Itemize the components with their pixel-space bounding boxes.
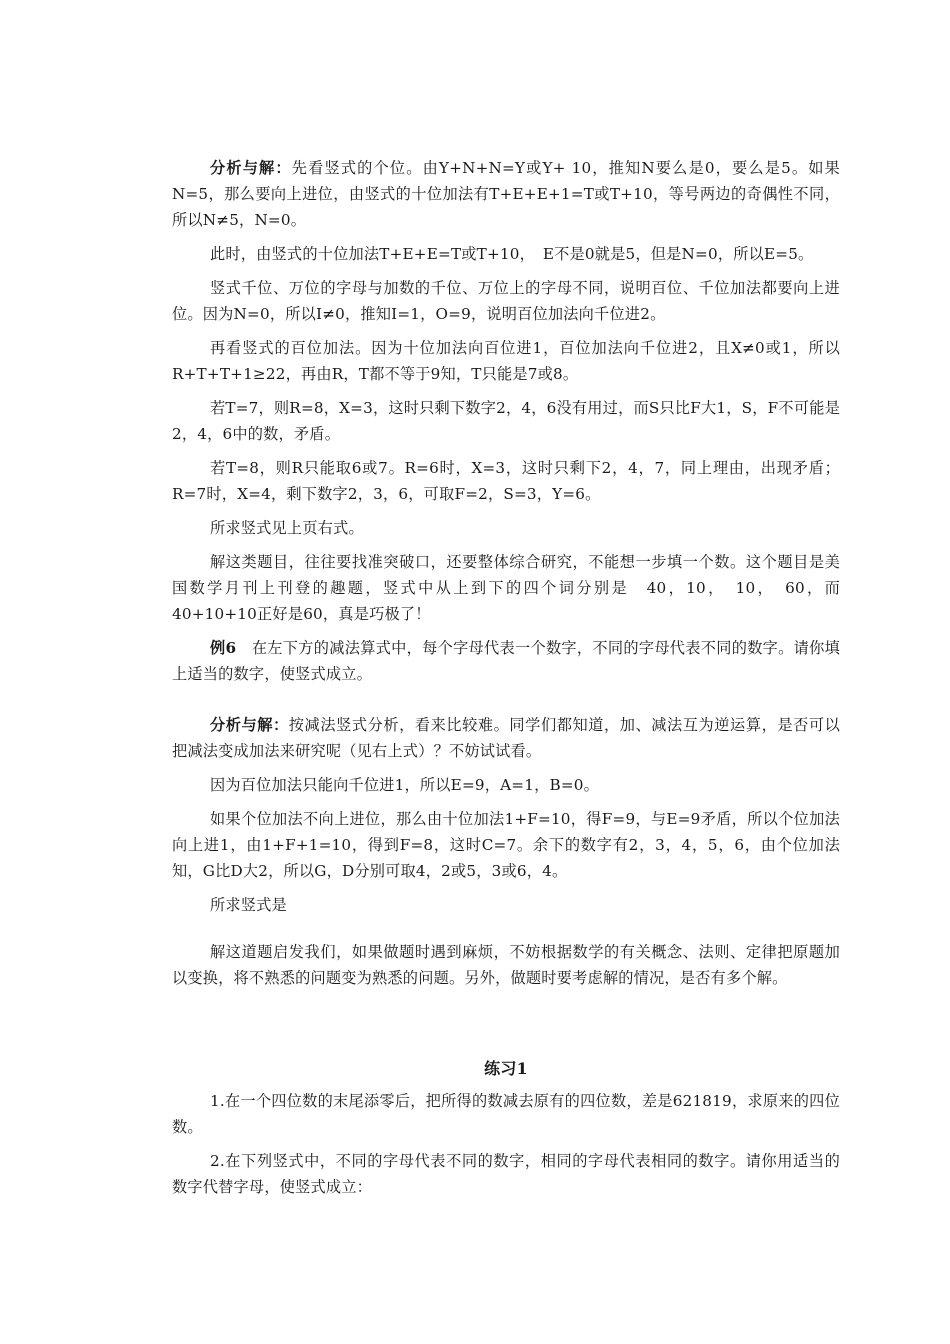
example-label: 例6	[210, 639, 252, 657]
paragraph-text: 如果个位加法不向上进位，那么由十位加法1+F=10，得F=9，与E=9矛盾，所以个位加法向上进1，由1+F+1=10，得到F=8，这时C=7。余下的数字有2，3，4，5，6，由个位加法知，G比D大2，所以G，D分别可取4，2或5，3或6，4。	[172, 810, 840, 880]
example-6-statement	[172, 635, 840, 687]
paragraph	[172, 155, 840, 233]
exercise-title: 练习1	[484, 1059, 528, 1078]
paragraph-text: 按减法竖式分析，看来比较难。同学们都知道，加、减法互为逆运算，是否可以把减法变成加法来研究呢（见右上式）？不妨试试看。	[172, 716, 841, 760]
paragraph	[172, 549, 840, 627]
exercise-section	[172, 1056, 840, 1200]
paragraph-text: 先看竖式的个位。由Y+N+N=Y或Y+ 10，推知N要么是0，要么是5。如果N=5，那么要向上进位，由竖式的十位加法有T+E+E+1=T或T+10，等号两边的奇偶性不同，所以N≠5，N=0。	[172, 159, 840, 229]
paragraph-lead: 分析与解：	[210, 159, 292, 177]
paragraph-text: 解这道题启发我们，如果做题时遇到麻烦，不妨根据数学的有关概念、法则、定律把原题加以变换，将不熟悉的问题变为熟悉的问题。另外，做题时要考虑解的情况，是否有多个解。	[172, 943, 840, 987]
paragraph	[172, 455, 840, 507]
paragraph	[172, 892, 840, 918]
paragraph-text: 若T=7，则R=8，X=3，这时只剩下数字2，4，6没有用过，而S只比F大1，S，F不可能是2，4，6中的数，矛盾。	[172, 399, 840, 443]
paragraph-text: 所求竖式是	[210, 896, 287, 914]
exercise-item: 1.在一个四位数的末尾添零后，把所得的数减去原有的四位数，差是621819，求原来的四位数。	[172, 1092, 840, 1136]
paragraph-text: 因为百位加法只能向千位进1，所以E=9，A=1，B=0。	[210, 776, 600, 794]
analysis-block-2	[172, 712, 840, 918]
paragraph	[172, 515, 840, 541]
paragraph-text: 若T=8，则R只能取6或7。R=6时，X=3，这时只剩下2，4，7，同上理由，出现矛盾；R=7时，X=4，剩下数字2，3，6，可取F=2，S=3，Y=6。	[172, 459, 840, 503]
paragraph-text: 在左下方的减法算式中，每个字母代表一个数字，不同的字母代表不同的数字。请你填上适当的数字，使竖式成立。	[172, 639, 840, 683]
paragraph	[172, 772, 840, 798]
paragraph	[172, 275, 840, 327]
analysis-block-1	[172, 155, 840, 687]
paragraph	[172, 712, 840, 764]
paragraph-text: 再看竖式的百位加法。因为十位加法向百位进1，百位加法向千位进2，且X≠0或1，所以R+T+T+1≥22，再由R，T都不等于9知，T只能是7或8。	[172, 339, 840, 383]
paragraph	[172, 939, 840, 991]
exercise-item: 2.在下列竖式中，不同的字母代表不同的数字，相同的字母代表相同的数字。请你用适当的数字代替字母，使竖式成立：	[172, 1152, 840, 1196]
paragraph	[172, 241, 840, 267]
paragraph	[172, 806, 840, 884]
paragraph	[172, 395, 840, 447]
paragraph-text: 竖式千位、万位的字母与加数的千位、万位上的字母不同，说明百位、千位加法都要向上进位。因为N=0，所以I≠0，推知I=1，O=9，说明百位加法向千位进2。	[172, 279, 840, 323]
paragraph	[172, 335, 840, 387]
paragraph-text: 此时，由竖式的十位加法T+E+E=T或T+10， E不是0就是5，但是N=0，所以E=5。	[210, 245, 814, 263]
paragraph-text: 所求竖式见上页右式。	[210, 519, 364, 537]
paragraph-text: 解这类题目，往往要找准突破口，还要整体综合研究，不能想一步填一个数。这个题目是美国数学月刊上刊登的趣题，竖式中从上到下的四个词分别是 40，10， 10， 60，而40+10+10正好是60，真是巧极了！	[172, 553, 840, 623]
paragraph-lead: 分析与解：	[210, 716, 289, 734]
summary-block	[172, 939, 840, 991]
